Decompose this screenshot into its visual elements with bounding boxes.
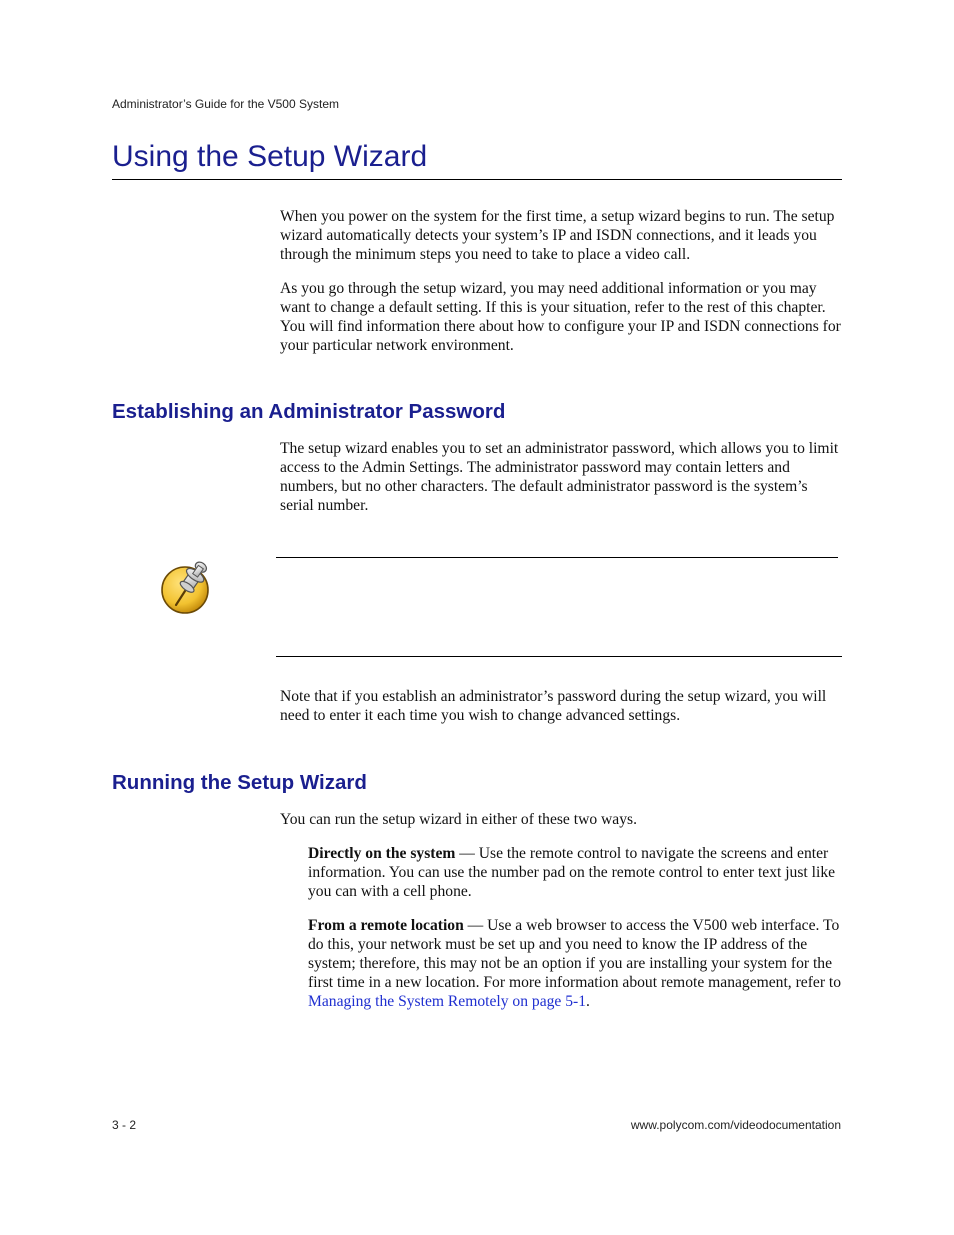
option-direct-paragraph <box>308 844 842 901</box>
option-remote-end: . <box>586 993 590 1010</box>
after-note-paragraph: Note that if you establish an administrator’s password during the setup wizard, you will need to enter it each time you wish to change advanced settings. <box>280 688 827 724</box>
option-remote-paragraph <box>308 916 842 1011</box>
intro-paragraph-2: As you go through the setup wizard, you may need additional information or you may want to change a default setting. If this is your situation, refer to the rest of this chapter. You will find information there about how to configure your IP and ISDN connections for your particular network environment. <box>280 280 841 354</box>
title-rule <box>112 179 842 180</box>
page-title: Using the Setup Wizard <box>112 140 428 173</box>
running-intro-paragraph: You can run the setup wizard in either of these two ways. <box>280 811 637 828</box>
managing-remotely-link[interactable]: Managing the System Remotely on page 5-1 <box>308 993 587 1010</box>
note-rule-bottom <box>276 656 842 657</box>
note-rule-top <box>276 557 838 558</box>
running-header: Administrator’s Guide for the V500 System <box>112 97 339 111</box>
option-direct-text: — Use the remote control to navigate the screens and enter information. You can use the number pad on the remote control to enter text just like you can with a cell phone. <box>308 845 836 900</box>
option-remote-term: From a remote location <box>308 917 464 934</box>
intro-paragraph-1: When you power on the system for the first time, a setup wizard begins to run. The setup wizard automatically detects your system’s IP and ISDN connections, and it leads you through the minimum steps you need to take to place a video call. <box>280 208 835 263</box>
admin-password-paragraph: The setup wizard enables you to set an administrator password, which allows you to limit access to the Admin Settings. The administrator password may contain letters and numbers, but no other characters. The default administrator password is the system’s serial number. <box>280 440 839 514</box>
heading-running-wizard: Running the Setup Wizard <box>112 771 367 794</box>
option-remote-text: — Use a web browser to access the V500 web interface. To do this, your network must be set up and you need to know the IP address of the system; therefore, this may not be an option if you are installing your system for the first time in a new location. For more information about remote management, refer to <box>308 917 842 991</box>
footer-page-number: 3 - 2 <box>112 1118 137 1132</box>
heading-admin-password: Establishing an Administrator Password <box>112 400 506 423</box>
footer-url: www.polycom.com/videodocumentation <box>630 1118 841 1132</box>
option-direct-term: Directly on the system <box>308 845 456 862</box>
pushpin-note-icon <box>156 557 218 619</box>
